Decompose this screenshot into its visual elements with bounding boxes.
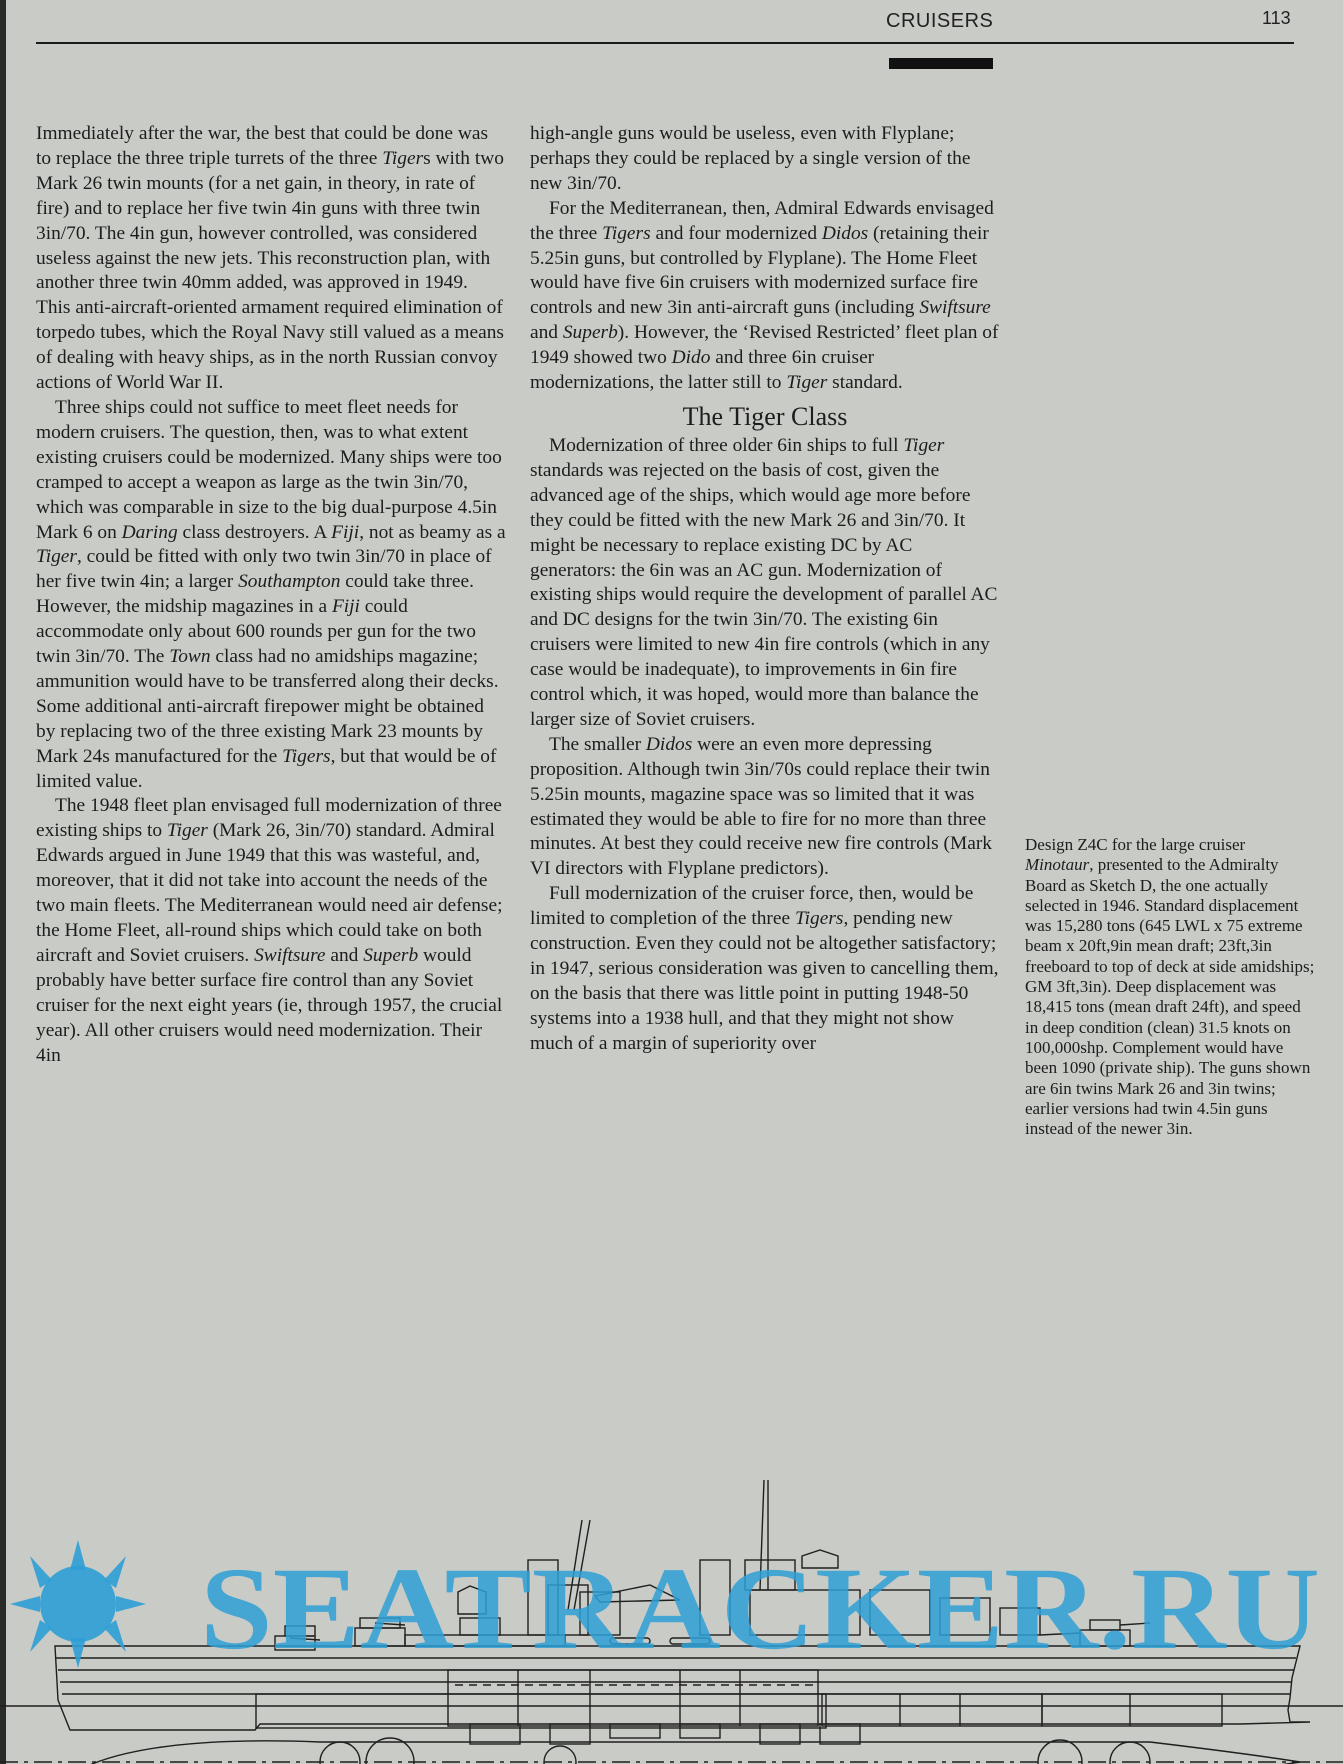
paragraph: The 1948 fleet plan envisaged full modernization of three existing ships to Tiger (Mark 26, 3in/70) standard. Admiral Edwards argued in June 1949 that this was wasteful, and, moreover, that it did not take into account the needs of the two main fleets. The Mediterranean would need air defense; the Home Fleet, all-round ships which could take on both aircraft and Soviet cruisers. Swiftsure and Superb would probably have better surface fire control than any Soviet cruiser for the next eight years (ie, through 1957, the crucial year). All other cruisers would need modernization. Their 4in [36, 795, 503, 1066]
section-tab-marker [889, 58, 993, 69]
paragraph: The smaller Didos were an even more depressing proposition. Although twin 3in/70s could replace their twin 5.25in mounts, magazine space was so limited that it was estimated they would be able to fire for no more than three minutes. At best they could receive new fire controls (Mark VI directors with Flyplane predictors). [530, 733, 993, 880]
figure-caption: Design Z4C for the large cruiser Minotaur, presented to the Admiralty Board as Sketch D, the one actually selected in 1946. Standard displacement was 15,280 tons (645 LWL x 75 extreme beam x 20ft,9in mean draft; 23ft,3in freeboard to top of deck at side amidships; GM 3ft,3in). Deep displacement was 18,415 tons (mean draft 24ft), and speed in deep condition (clean) 31.5 knots on 100,000shp. Complement would have been 1090 (private ship). The guns shown are 6in twins Mark 26 and 3in twins; earlier versions had twin 4.5in guns instead of the newer 3in. [1025, 835, 1315, 1139]
paragraph: For the Mediterranean, then, Admiral Edwards envisaged the three Tigers and four modernized Didos (retaining their 5.25in guns, but controlled by Flyplane). The Home Fleet would have five 6in cruisers with modernized surface fire controls and new 3in anti-aircraft guns (including Swiftsure and Superb). However, the ‘Revised Restricted’ fleet plan of 1949 showed two Dido and three 6in cruiser modernizations, the latter still to Tiger standard. [530, 197, 999, 394]
paragraph: Modernization of three older 6in ships to full Tiger standards was rejected on the basis of cost, given the advanced age of the ships, which would age more before they could be fitted with the new Mark 26 and 3in/70. It might be necessary to replace existing DC by AC generators: the 6in was an AC gun. Modernization of existing ships would require the development of parallel AC and DC designs for the twin 3in/70. The existing 6in cruisers were limited to new 4in fire controls (which in any case would be inadequate), to improvements in 6in fire control which, it was hoped, would more than balance the larger size of Soviet cruisers. [530, 434, 998, 730]
running-header: CRUISERS [886, 10, 994, 32]
watermark-text: SEATRACKER.RU [200, 1543, 1320, 1670]
watermark-sun-icon [10, 1540, 146, 1668]
text-column-middle [530, 122, 1000, 1057]
hull-deck-plan [60, 1741, 1300, 1764]
paragraph: Three ships could not suffice to meet fleet needs for modern cruisers. The question, then, was to what extent existing cruisers could be modernized. Many ships were too cramped to accept a weapon as large as the twin 3in/70, which was comparable in size to the big dual-purpose 4.5in Mark 6 on Daring class destroyers. A Fiji, not as beamy as a Tiger, could be fitted with only two twin 3in/70 in place of her five twin 4in; a larger Southampton could take three. However, the midship magazines in a Fiji could accommodate only about 600 rounds per gun for the two twin 3in/70. The Town class had no amidships magazine; ammunition would have to be transferred along their decks. Some additional anti-aircraft firepower might be obtained by replacing two of the three existing Mark 23 mounts by Mark 24s manufactured for the Tigers, but that would be of limited value. [36, 396, 506, 792]
section-heading: The Tiger Class [682, 401, 848, 431]
ship-plan-drawing [0, 1230, 1343, 1764]
paragraph: Full modernization of the cruiser force, then, would be limited to completion of the three Tigers, pending new construction. Even they could not be altogether satisfactory; in 1947, serious consideration was given to cancelling them, on the basis that there was little point in putting 1948-50 systems into a 1938 hull, and that they might not show much of a margin of superiority over [530, 883, 999, 1054]
paragraph: high-angle guns would be useless, even with Flyplane; perhaps they could be replaced by a single version of the new 3in/70. [530, 123, 971, 194]
watermark [0, 1540, 1343, 1670]
paragraph: Immediately after the war, the best that could be done was to replace the three triple turrets of the three Tigers with two Mark 26 twin mounts (for a net gain, in theory, in rate of fire) and to replace her five twin 4in guns with three twin 3in/70. The 4in gun, however controlled, was considered useless against the new jets. This reconstruction plan, with another three twin 40mm added, was approved in 1949. This anti-aircraft-oriented armament required elimination of torpedo tubes, which the Royal Navy still valued as a means of dealing with heavy ships, as in the north Russian convoy actions of World War II. [36, 123, 504, 394]
text-column-left [36, 122, 506, 1068]
header-rule [36, 42, 1294, 44]
page-number: 113 [1262, 8, 1291, 28]
